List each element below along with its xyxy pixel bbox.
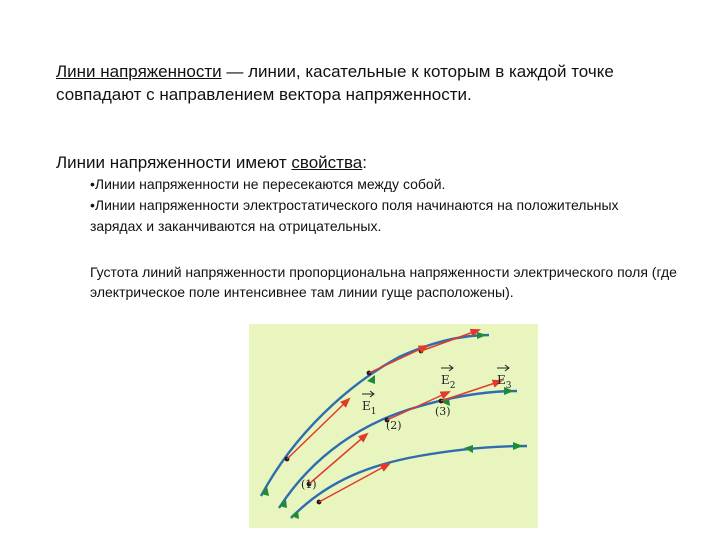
vector-label-e3 <box>497 365 512 391</box>
vector-label-e3-text: $E_3$ <box>497 373 512 391</box>
properties-link[interactable]: свойства <box>291 153 363 172</box>
definition-term: Лини напряженности <box>56 62 222 81</box>
field-line-3 <box>291 446 527 518</box>
list-item: •Линии напряженности электростатического поля начинаются на положительных зарядах и заканчиваются на отрицательных. <box>90 197 619 234</box>
point-label-1: (1) <box>301 478 317 491</box>
properties-heading <box>56 151 656 174</box>
field-lines-figure <box>249 324 538 528</box>
list-item: •Линии напряженности не пересекаются между собой. <box>90 176 446 192</box>
tension-vectors <box>287 330 501 502</box>
properties-colon: : <box>362 153 367 172</box>
vector-label-e1-text: $E_1$ <box>362 399 377 417</box>
properties-list <box>90 174 650 237</box>
definition-paragraph <box>56 60 656 106</box>
vector-label-e2 <box>441 365 456 391</box>
point-label-2: (2) <box>386 419 402 432</box>
vector-label-e1 <box>362 391 377 417</box>
density-paragraph: Густота линий напряженности пропорциональна напряженности электрического поля (где электрическое поле интенсивнее там линии гуще расположены). <box>90 264 677 300</box>
vector-label-e2-text: $E_2$ <box>441 373 456 391</box>
point-label-3: (3) <box>435 405 451 418</box>
field-lines-diagram <box>249 324 538 528</box>
properties-lead: Линии напряженности имеют <box>56 153 292 172</box>
definition-text: — линии, касательные к которым в каждой точке совпадают с направлением вектора напряженности. <box>56 62 614 104</box>
